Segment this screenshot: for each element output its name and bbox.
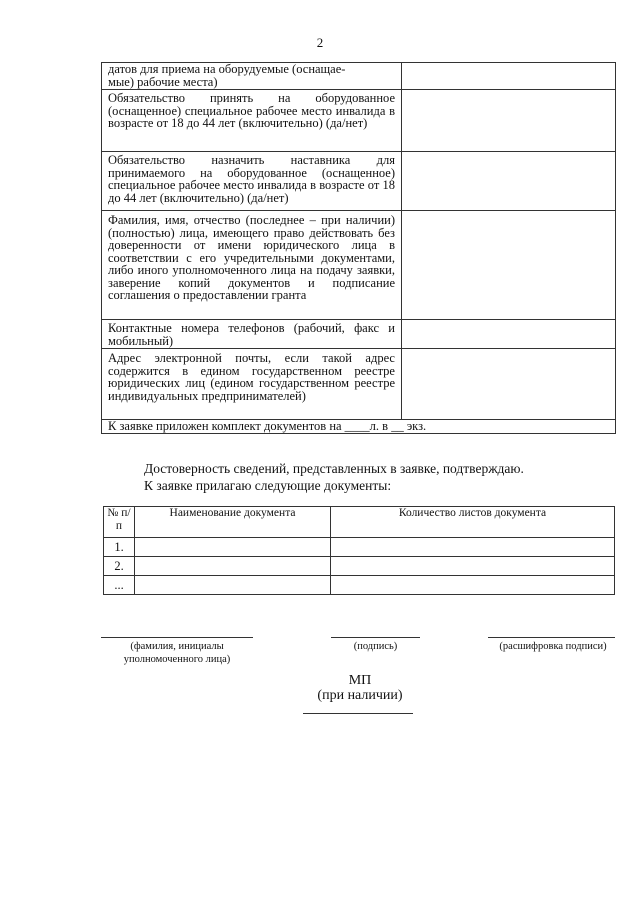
table-header-row [104,507,615,538]
row-label-workplace-dates: датов для приема на оборудуемые (оснащае- мые) рабочие места) [102,63,402,90]
table-row [102,90,616,152]
signature-line[interactable] [331,637,420,638]
row-value[interactable] [402,349,616,420]
column-header-number: № п/п [104,507,135,538]
table-row [102,420,616,434]
stamp-label: МП [348,673,372,688]
name-caption: (фамилия, инициалы уполномоченного лица) [123,641,231,665]
table-row [102,320,616,349]
attachments-statement: К заявке прилагаю следующие документы: [144,478,392,493]
sheet-count-cell[interactable] [331,576,615,595]
signature-caption: (подпись) [353,641,398,652]
document-name-cell[interactable] [135,576,331,595]
stamp-line [303,713,413,714]
application-table [101,62,616,434]
table-row [104,557,615,576]
documents-count-line: К заявке приложен комплект документов на ____л. в __ экз. [102,420,616,434]
row-label-email: Адрес электронной почты, если такой адрес содержится в едином государственном реестре юридических лиц (едином государственном реестре индивидуальных предпринимателей) [102,349,402,420]
table-row [102,211,616,320]
table-row [104,576,615,595]
stamp-note: (при наличии) [317,688,403,703]
document-name-cell[interactable] [135,538,331,557]
row-value[interactable] [402,211,616,320]
row-label-hire-obligation: Обязательство принять на оборудованное (оснащенное) специальное рабочее место инвалида в возрасте от 18 до 44 лет (включительно) (да/нет) [102,90,402,152]
page-number: 2 [316,35,324,50]
row-value[interactable] [402,320,616,349]
column-header-sheet-count: Количество листов документа [331,507,615,538]
table-row [102,152,616,211]
row-number: ... [104,576,135,595]
row-label-phones: Контактные номера телефонов (рабочий, факс и мобильный) [102,320,402,349]
table-row [104,538,615,557]
column-header-document-name: Наименование документа [135,507,331,538]
sheet-count-cell[interactable] [331,557,615,576]
name-signature-line[interactable] [101,637,253,638]
document-name-cell[interactable] [135,557,331,576]
table-row [102,63,616,90]
decoding-caption: (расшифровка подписи) [499,641,607,652]
sheet-count-cell[interactable] [331,538,615,557]
row-number: 1. [104,538,135,557]
table-row [102,349,616,420]
confirmation-statement: Достоверность сведений, представленных в заявке, подтверждаю. [144,461,524,476]
row-label-authorized-person: Фамилия, имя, отчество (последнее – при наличии) (полностью) лица, имеющего право действовать без доверенности от имени юридического лица в соответствии с его учредительными документами, либо иного уполномоченного лица на подачу заявки, заверение копий документов и подписание соглашения о предоставлении гранта [102,211,402,320]
row-value[interactable] [402,152,616,211]
decoding-signature-line[interactable] [488,637,615,638]
attachments-table [103,506,615,595]
row-number: 2. [104,557,135,576]
row-value[interactable] [402,90,616,152]
row-label-mentor-obligation: Обязательство назначить наставника для принимаемого на оборудованное (оснащенное) специальное рабочее место инвалида в возрасте от 18 до 44 лет (включительно) (да/нет) [102,152,402,211]
row-value[interactable] [402,63,616,90]
